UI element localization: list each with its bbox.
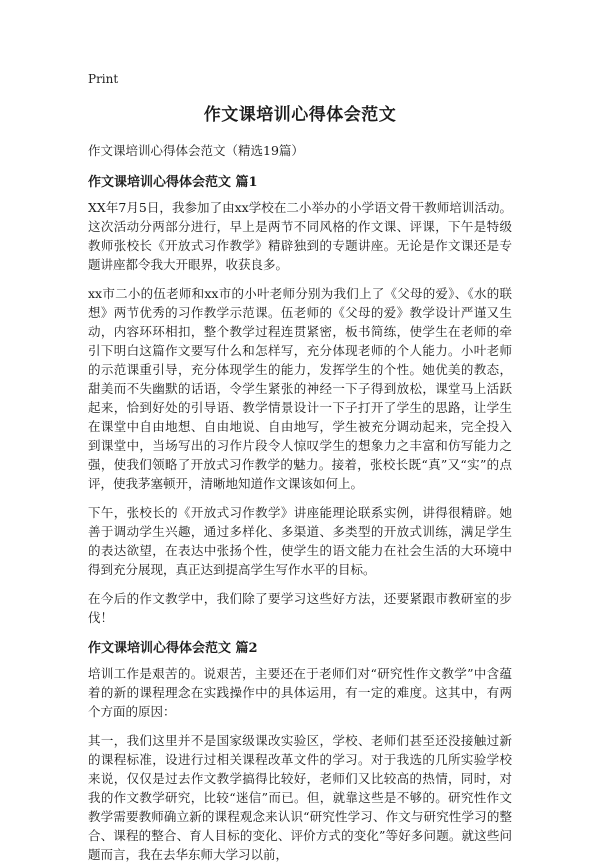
print-link[interactable]: Print (88, 72, 119, 86)
document-subtitle: 作文课培训心得体会范文（精选19篇） (88, 143, 304, 158)
paragraph: xx市二小的伍老师和xx市的小叶老师分别为我们上了《父母的爱》、《水的联想》两节优秀的习作教学示范课。伍老师的《父母的爱》教学设计严谨又生动，内容环环相扣，整个教学过程连贯紧密，板书简练，使学生在老师的牵引下明白这篇作文要写什么和怎样写，充分体现老师的个人能力。小叶老师的示范课重引导，充分体现学生的能力，发挥学生的个性。她优美的教态，甜美而不失幽默的话语，令学生紧张的神经一下子得到放松，课堂马上活跃起来，恰到好处的引导语、教学情景设计一下子打开了学生的思路，让学生在课堂中自由地想、自由地说、自由地写，学生被充分调动起来，完全投入到课堂中，当场写出的习作片段令人惊叹学生的想象力之丰富和仿写能力之强，使我们领略了开放式习作教学的魅力。接着，张校长既“真”又“实”的点评，使我茅塞顿开，清晰地知道作文课该如何上。 (88, 286, 512, 491)
paragraph: 其一，我们这里并不是国家级课改实验区，学校、老师们甚至还没接触过新的课程标准，设进行过相关课程改革文件的学习。对于我选的几所实验学校来说，仅仅是过去作文教学搞得比较好，老师们又比较高的热情，同时，对我的作文教学研究，比较“迷信”而已。但，就靠这些是不够的。研究性作文教学需要教师确立新的课程观念来认识“研究性学习、作文与研究性学习的整合、课程的整合、育人目标的变化、评价方式的变化”等好多问题。就这些问题而言，我在去华东师大学习以前， (88, 733, 512, 862)
paragraph: 培训工作是艰苦的。说艰苦，主要还在于老师们对“研究性作文教学”中含蕴着的新的课程理念在实践操作中的具体运用，有一定的难度。这其中，有两个方面的原因： (88, 666, 512, 719)
section-heading: 作文课培训心得体会范文 篇1 (88, 175, 258, 190)
paragraph: 在今后的作文教学中，我们除了要学习这些好方法，还要紧跟市教研室的步伐！ (88, 591, 512, 625)
document-title: 作文课培训心得体会范文 (203, 105, 397, 125)
section-1 (88, 171, 512, 627)
section-2 (88, 637, 512, 864)
section-heading: 作文课培训心得体会范文 篇2 (88, 641, 258, 656)
paragraph: XX年7月5日，我参加了由xx学校在二小举办的小学语文骨干教师培训活动。这次活动分两部分进行，早上是两节不同风格的作文课、评课，下午是特级教师张校长《开放式习作教学》精辟独到的专题讲座。无论是作文课还是专题讲座都令我大开眼界，收获良多。 (88, 200, 512, 272)
paragraph: 下午，张校长的《开放式习作教学》讲座能理论联系实例，讲得很精辟。她善于调动学生兴趣，通过多样化、多渠道、多类型的开放式训练，满足学生的表达欲望，在表达中张扬个性，使学生的语文能力在社会生活的大环境中得到充分展现，真正达到提高学生写作水平的目标。 (88, 505, 512, 577)
